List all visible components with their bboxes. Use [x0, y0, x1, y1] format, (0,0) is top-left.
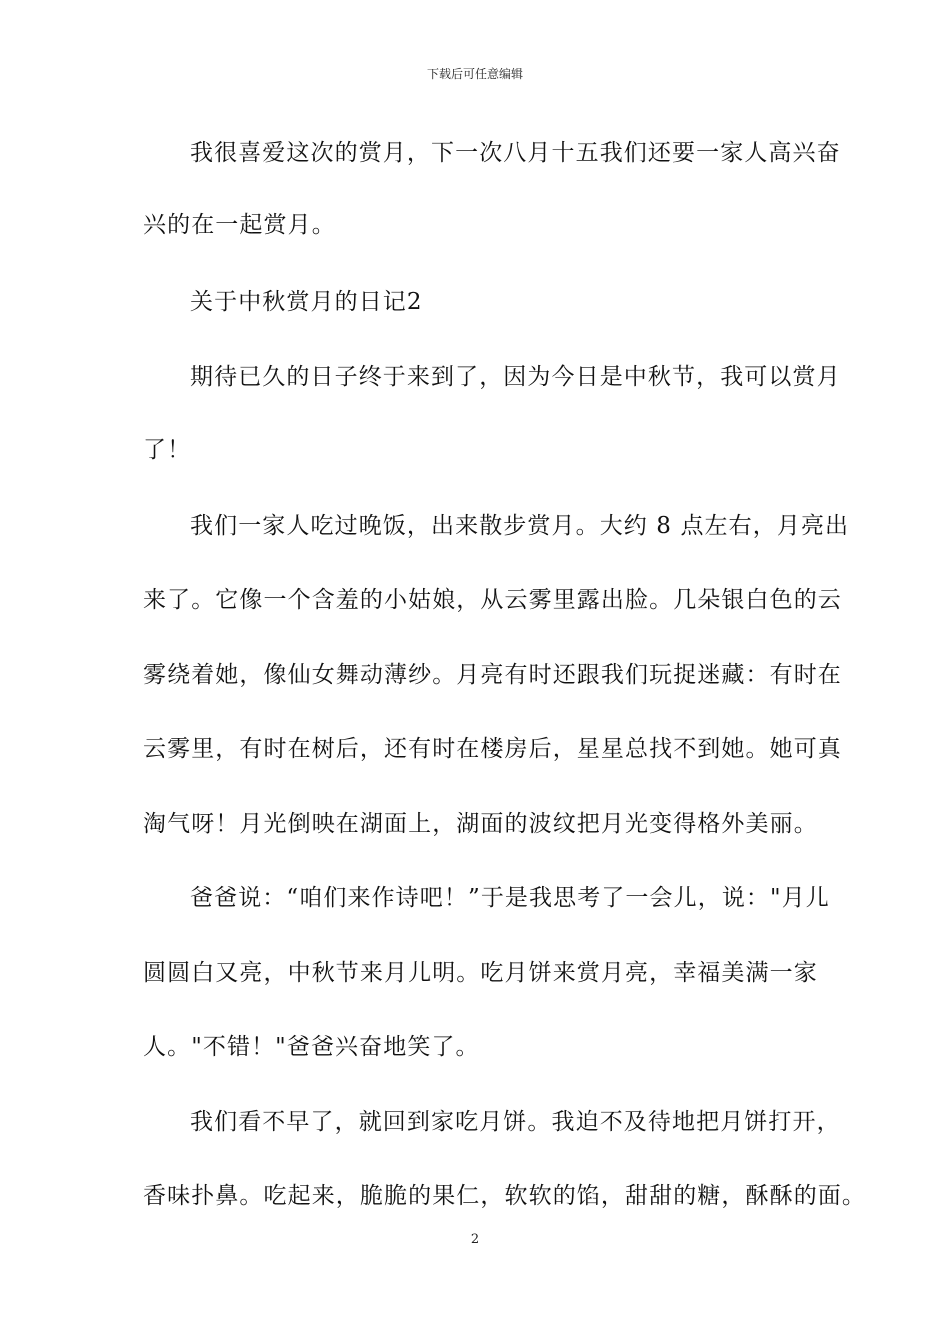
- paragraph-line: 雾绕着她，像仙女舞动薄纱。月亮有时还跟我们玩捉迷藏：有时在: [143, 662, 842, 688]
- section-title: 关于中秋赏月的日记2: [190, 289, 423, 315]
- paragraph-line: 我们看不早了，就回到家吃月饼。我迫不及待地把月饼打开，: [190, 1109, 841, 1135]
- paragraph-line: 香味扑鼻。吃起来，脆脆的果仁，软软的馅，甜甜的糖，酥酥的面。: [143, 1183, 866, 1209]
- paragraph-line: 人。"不错！"爸爸兴奋地笑了。: [143, 1034, 480, 1060]
- paragraph-line: 云雾里，有时在树后，还有时在楼房后，星星总找不到她。她可真: [143, 736, 842, 762]
- paragraph-line: 了！: [143, 437, 192, 463]
- page-header: 下载后可任意编辑: [426, 67, 523, 81]
- paragraph-line: 圆圆白又亮，中秋节来月儿明。吃月饼来赏月亮，幸福美满一家: [143, 960, 818, 986]
- paragraph-line: 期待已久的日子终于来到了，因为今日是中秋节，我可以赏月: [190, 364, 841, 390]
- paragraph-line: 来了。它像一个含羞的小姑娘，从云雾里露出脸。几朵银白色的云: [143, 587, 842, 613]
- paragraph-line: 淘气呀！月光倒映在湖面上，湖面的波纹把月光变得格外美丽。: [143, 811, 818, 837]
- paragraph-line: 兴的在一起赏月。: [143, 212, 336, 238]
- paragraph-line: 爸爸说：“咱们来作诗吧！”于是我思考了一会儿，说："月儿: [190, 885, 830, 911]
- paragraph-line: 我们一家人吃过晚饭，出来散步赏月。大约 8 点左右，月亮出: [190, 513, 850, 539]
- page-number: 2: [470, 1232, 480, 1247]
- paragraph-line: 我很喜爱这次的赏月，下一次八月十五我们还要一家人高兴奋: [190, 140, 841, 166]
